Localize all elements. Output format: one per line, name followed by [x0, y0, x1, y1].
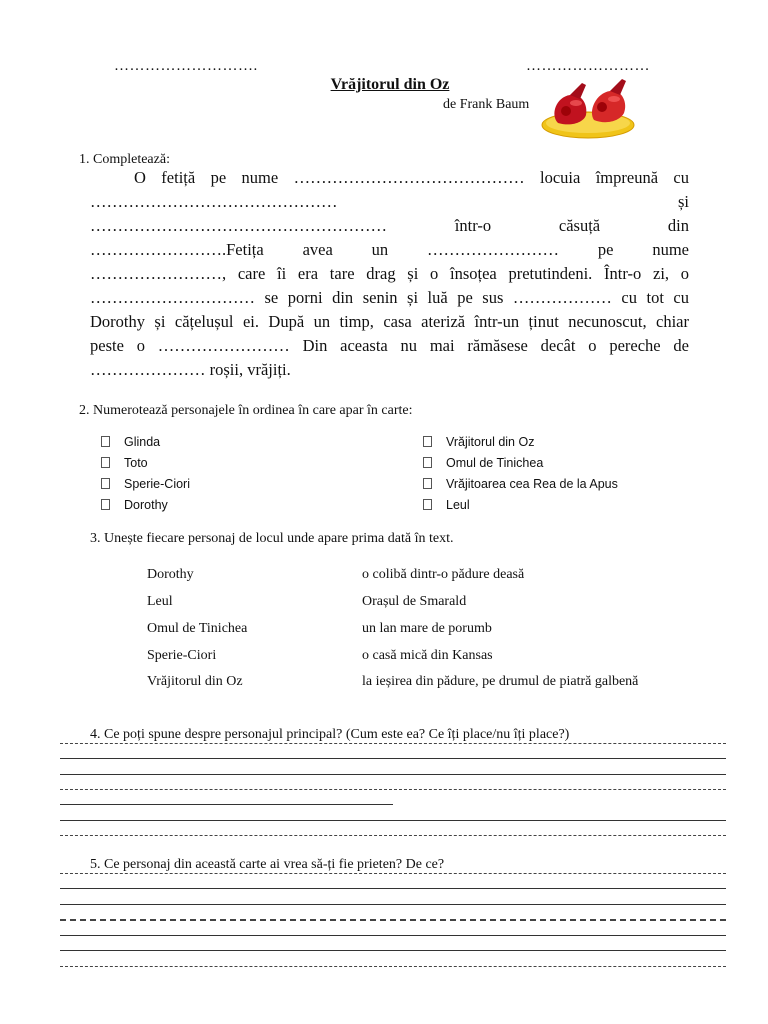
checkbox-label: Sperie-Ciori: [124, 477, 190, 491]
checkbox[interactable]: [101, 457, 110, 468]
answer-line[interactable]: [60, 789, 726, 790]
answer-line[interactable]: [60, 804, 393, 805]
answer-line[interactable]: [60, 950, 726, 951]
q1-paragraph: [90, 166, 689, 382]
checkbox[interactable]: [101, 478, 110, 489]
checkbox[interactable]: [101, 499, 110, 510]
answer-line[interactable]: [60, 873, 726, 874]
author-line: de Frank Baum: [443, 97, 530, 112]
q1-line: peste o …………………… Din aceasta nu mai rămăsese decât o pereche de: [90, 336, 689, 355]
answer-line[interactable]: [60, 758, 726, 759]
checkbox[interactable]: [423, 499, 432, 510]
q1-line: …………………….Fetița avea un …………………… pe nume: [90, 240, 689, 259]
ruby-slippers-image: [536, 75, 636, 141]
character-item[interactable]: Dorothy: [147, 567, 194, 582]
checkbox[interactable]: [423, 436, 432, 447]
answer-line[interactable]: [60, 904, 726, 905]
place-item[interactable]: un lan mare de porumb: [362, 621, 492, 636]
answer-line[interactable]: [60, 820, 726, 821]
character-item[interactable]: Leul: [147, 594, 173, 609]
checkbox-item[interactable]: [423, 435, 534, 449]
checkbox-label: Dorothy: [124, 498, 168, 512]
place-item[interactable]: la ieșirea din pădure, pe drumul de piatră galbenă: [362, 674, 639, 689]
answer-line[interactable]: [60, 919, 726, 921]
name-blank[interactable]: ……………………….: [114, 58, 258, 74]
q4-heading: 4. Ce poți spune despre personajul principal? (Cum este ea? Ce îți place/nu îți place?): [90, 727, 570, 742]
checkbox-item[interactable]: [101, 456, 148, 470]
checkbox-item[interactable]: [423, 477, 618, 491]
checkbox[interactable]: [101, 436, 110, 447]
q5-heading: 5. Ce personaj din această carte ai vrea să-ți fie prieten? De ce?: [90, 857, 445, 872]
class-blank[interactable]: ……………………: [526, 58, 650, 74]
checkbox-item[interactable]: [101, 477, 190, 491]
checkbox-item[interactable]: [101, 435, 160, 449]
checkbox-label: Vrăjitoarea cea Rea de la Apus: [446, 477, 618, 491]
checkbox-item[interactable]: [423, 456, 543, 470]
checkbox-label: Glinda: [124, 435, 161, 449]
answer-line[interactable]: [60, 966, 726, 967]
character-item[interactable]: Omul de Tinichea: [147, 621, 248, 636]
answer-line[interactable]: [60, 835, 726, 836]
answer-line[interactable]: [60, 774, 726, 775]
checkbox-item[interactable]: [101, 498, 168, 512]
character-item[interactable]: Vrăjitorul din Oz: [147, 674, 243, 689]
q1-line: ………………………… se porni din senin și luă pe sus ……………… cu tot cu: [90, 288, 689, 307]
checkbox-label: Toto: [124, 456, 148, 470]
checkbox-label: Vrăjitorul din Oz: [446, 435, 535, 449]
q1-line: ……………………, care îi era tare drag și o însoțea pretutindeni. Într-o zi, o: [90, 264, 689, 283]
page-title: Vrăjitorul din Oz: [330, 76, 450, 93]
q2-heading: 2. Numerotează personajele în ordinea în care apar în carte:: [79, 403, 413, 418]
character-item[interactable]: Sperie-Ciori: [147, 648, 217, 663]
q1-line: ………………… roșii, vrăjiți.: [90, 360, 291, 379]
checkbox-item[interactable]: [423, 498, 470, 512]
q1-line: ……………………………………… și: [90, 192, 689, 211]
place-item[interactable]: o casă mică din Kansas: [362, 648, 493, 663]
place-item[interactable]: Orașul de Smarald: [362, 594, 467, 609]
q1-line: O fetiță pe nume …………………………………… locuia împreună cu: [134, 168, 689, 187]
checkbox-label: Omul de Tinichea: [446, 456, 544, 470]
answer-line[interactable]: [60, 743, 726, 744]
checkbox[interactable]: [423, 478, 432, 489]
answer-line[interactable]: [60, 935, 726, 936]
place-item[interactable]: o colibă dintr-o pădure deasă: [362, 567, 525, 582]
checkbox[interactable]: [423, 457, 432, 468]
checkbox-label: Leul: [446, 498, 470, 512]
q3-heading: 3. Unește fiecare personaj de locul unde apare prima dată în text.: [90, 531, 454, 546]
q1-line: Dorothy și cățelușul ei. După un timp, casa ateriză într-un ținut necunoscut, chiar: [90, 312, 689, 331]
q1-heading: 1. Completează:: [79, 152, 170, 167]
answer-line[interactable]: [60, 888, 726, 889]
q1-line: ……………………………………………… într-o căsuță din: [90, 216, 689, 235]
